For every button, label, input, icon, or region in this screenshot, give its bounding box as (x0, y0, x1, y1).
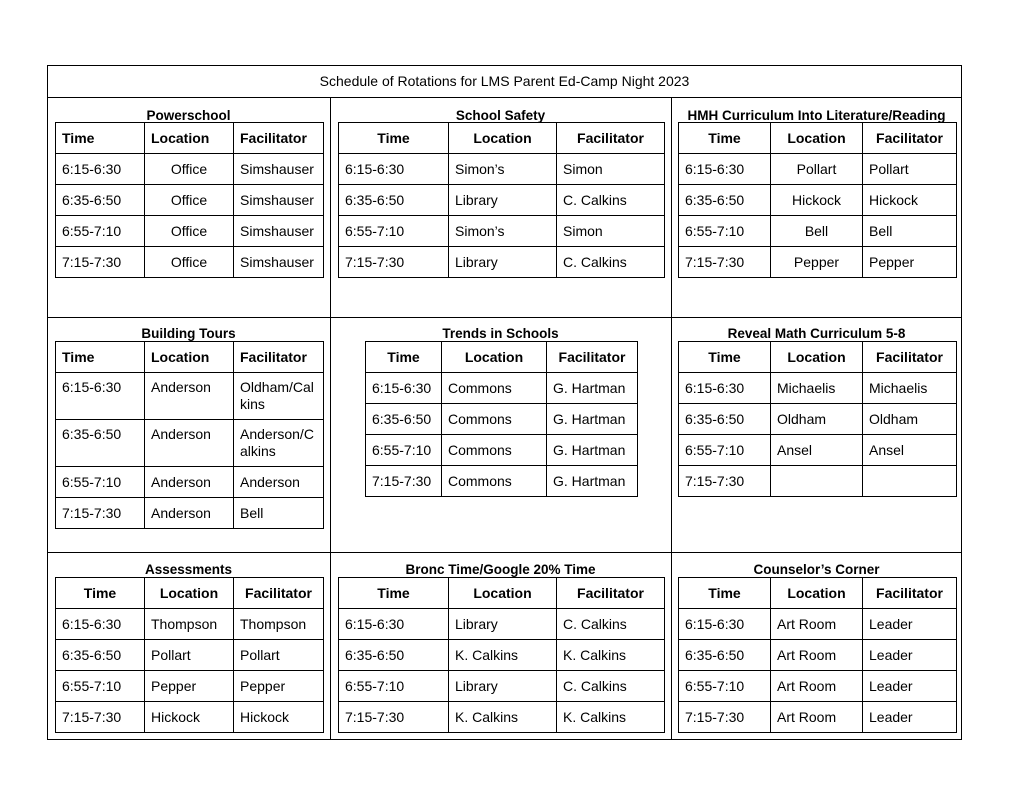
time-cell: 7:15-7:30 (679, 247, 771, 278)
table-row (56, 702, 324, 733)
table-row (56, 247, 324, 278)
time-header: Time (366, 342, 442, 373)
facilitator-cell: Simshauser (234, 185, 324, 216)
location-cell: Pepper (145, 671, 234, 702)
table-row (339, 185, 665, 216)
time-cell: 6:15-6:30 (339, 154, 449, 185)
table-row (339, 247, 665, 278)
column-divider (330, 98, 331, 740)
table-row (339, 609, 665, 640)
time-header: Time (679, 342, 771, 373)
time-cell: 6:35-6:50 (679, 185, 771, 216)
session-table (55, 341, 324, 529)
location-cell: Hickock (145, 702, 234, 733)
location-cell: Library (449, 185, 557, 216)
location-cell: Library (449, 671, 557, 702)
facilitator-cell: Leader (863, 609, 957, 640)
facilitator-cell: Simshauser (234, 247, 324, 278)
table-row (56, 609, 324, 640)
time-cell: 6:35-6:50 (339, 185, 449, 216)
facilitator-cell: G. Hartman (547, 466, 638, 497)
facilitator-header: Facilitator (557, 578, 665, 609)
location-cell: Anderson (145, 420, 234, 467)
time-cell: 6:55-7:10 (366, 435, 442, 466)
time-cell: 6:15-6:30 (679, 609, 771, 640)
facilitator-header: Facilitator (234, 342, 324, 373)
time-cell: 6:15-6:30 (679, 154, 771, 185)
table-header-row (56, 342, 324, 373)
time-header: Time (56, 123, 145, 154)
time-cell: 6:55-7:10 (56, 216, 145, 247)
table-row (339, 154, 665, 185)
facilitator-cell: Oldham/Calkins (234, 373, 324, 420)
location-cell: Commons (442, 466, 547, 497)
session-title: Powerschool (146, 108, 231, 123)
location-cell: Bell (771, 216, 863, 247)
session-table (678, 577, 957, 733)
time-cell: 6:35-6:50 (679, 640, 771, 671)
time-cell: 6:15-6:30 (56, 154, 145, 185)
session-title: Assessments (144, 562, 233, 577)
table-row (366, 404, 638, 435)
table-row (56, 154, 324, 185)
time-cell: 6:15-6:30 (366, 373, 442, 404)
facilitator-cell: Pollart (234, 640, 324, 671)
time-cell: 6:35-6:50 (56, 420, 145, 467)
facilitator-cell: G. Hartman (547, 435, 638, 466)
facilitator-cell: Anderson/Calkins (234, 420, 324, 467)
facilitator-cell: Simon (557, 216, 665, 247)
session-title: School Safety (455, 108, 546, 123)
time-cell: 6:35-6:50 (56, 640, 145, 671)
facilitator-cell: G. Hartman (547, 373, 638, 404)
table-row (679, 154, 957, 185)
facilitator-cell: Leader (863, 671, 957, 702)
location-cell: Art Room (771, 702, 863, 733)
location-cell: Anderson (145, 467, 234, 498)
table-row (679, 404, 957, 435)
table-row (56, 420, 324, 467)
location-header: Location (145, 123, 234, 154)
table-row (56, 467, 324, 498)
session-table (338, 577, 665, 733)
session-table (365, 341, 638, 497)
session-table (55, 122, 324, 278)
table-row (56, 640, 324, 671)
time-cell: 7:15-7:30 (679, 702, 771, 733)
time-cell: 7:15-7:30 (56, 702, 145, 733)
table-row (339, 702, 665, 733)
location-header: Location (145, 342, 234, 373)
facilitator-header: Facilitator (234, 578, 324, 609)
time-cell: 6:55-7:10 (56, 671, 145, 702)
location-cell: Anderson (145, 498, 234, 529)
time-cell: 7:15-7:30 (56, 247, 145, 278)
facilitator-cell: K. Calkins (557, 702, 665, 733)
row-divider (47, 317, 962, 318)
location-cell: K. Calkins (449, 640, 557, 671)
location-cell (771, 466, 863, 497)
facilitator-cell: Bell (863, 216, 957, 247)
time-cell: 6:15-6:30 (56, 609, 145, 640)
time-header: Time (56, 342, 145, 373)
table-header-row (679, 123, 957, 154)
location-cell: Pollart (145, 640, 234, 671)
table-row (339, 216, 665, 247)
facilitator-cell: Pepper (863, 247, 957, 278)
location-cell: Anderson (145, 373, 234, 420)
session-table (55, 577, 324, 733)
location-cell: Pepper (771, 247, 863, 278)
time-cell: 6:15-6:30 (339, 609, 449, 640)
table-header-row (679, 578, 957, 609)
location-cell: Art Room (771, 640, 863, 671)
session-table (678, 341, 957, 497)
location-cell: Pollart (771, 154, 863, 185)
facilitator-header: Facilitator (234, 123, 324, 154)
location-cell: Commons (442, 435, 547, 466)
facilitator-cell: Bell (234, 498, 324, 529)
time-cell: 6:35-6:50 (56, 185, 145, 216)
table-row (679, 609, 957, 640)
location-cell: Office (145, 216, 234, 247)
table-header-row (56, 578, 324, 609)
time-header: Time (339, 123, 449, 154)
table-row (679, 640, 957, 671)
table-row (339, 671, 665, 702)
time-cell: 6:35-6:50 (679, 404, 771, 435)
time-cell: 7:15-7:30 (56, 498, 145, 529)
location-cell: Commons (442, 373, 547, 404)
time-cell: 6:55-7:10 (339, 216, 449, 247)
facilitator-cell: K. Calkins (557, 640, 665, 671)
time-cell: 6:55-7:10 (679, 216, 771, 247)
location-cell: Ansel (771, 435, 863, 466)
location-cell: Office (145, 247, 234, 278)
table-row (56, 671, 324, 702)
location-header: Location (771, 123, 863, 154)
time-header: Time (679, 578, 771, 609)
facilitator-cell: Thompson (234, 609, 324, 640)
facilitator-cell: G. Hartman (547, 404, 638, 435)
time-cell: 6:55-7:10 (679, 671, 771, 702)
facilitator-header: Facilitator (863, 578, 957, 609)
facilitator-cell (863, 466, 957, 497)
session-table (678, 122, 957, 278)
page-title: Schedule of Rotations for LMS Parent Ed-Camp Night 2023 (47, 65, 962, 98)
time-cell: 6:55-7:10 (56, 467, 145, 498)
table-row (56, 373, 324, 420)
table-header-row (339, 578, 665, 609)
location-cell: Art Room (771, 609, 863, 640)
location-cell: Simon’s (449, 216, 557, 247)
table-row (56, 216, 324, 247)
facilitator-cell: Pepper (234, 671, 324, 702)
time-cell: 6:35-6:50 (366, 404, 442, 435)
table-row (679, 435, 957, 466)
time-cell: 7:15-7:30 (679, 466, 771, 497)
location-cell: Hickock (771, 185, 863, 216)
location-cell: K. Calkins (449, 702, 557, 733)
time-cell: 7:15-7:30 (339, 247, 449, 278)
location-cell: Michaelis (771, 373, 863, 404)
session-title: Counselor’s Corner (753, 562, 880, 577)
location-header: Location (442, 342, 547, 373)
time-cell: 6:55-7:10 (339, 671, 449, 702)
table-row (679, 466, 957, 497)
facilitator-cell: Hickock (863, 185, 957, 216)
time-cell: 6:15-6:30 (679, 373, 771, 404)
table-row (366, 435, 638, 466)
facilitator-cell: Ansel (863, 435, 957, 466)
facilitator-cell: Leader (863, 702, 957, 733)
facilitator-cell: Simshauser (234, 154, 324, 185)
location-cell: Commons (442, 404, 547, 435)
column-divider (671, 98, 672, 740)
session-title: Trends in Schools (442, 326, 559, 341)
table-row (679, 671, 957, 702)
location-cell: Oldham (771, 404, 863, 435)
time-header: Time (56, 578, 145, 609)
location-header: Location (449, 123, 557, 154)
location-cell: Office (145, 154, 234, 185)
facilitator-cell: Leader (863, 640, 957, 671)
table-row (679, 247, 957, 278)
facilitator-cell: C. Calkins (557, 671, 665, 702)
time-cell: 6:35-6:50 (339, 640, 449, 671)
location-header: Location (449, 578, 557, 609)
facilitator-cell: Simon (557, 154, 665, 185)
table-row (56, 498, 324, 529)
location-cell: Library (449, 609, 557, 640)
table-header-row (56, 123, 324, 154)
session-title: Bronc Time/Google 20% Time (405, 562, 596, 577)
time-header: Time (679, 123, 771, 154)
location-cell: Thompson (145, 609, 234, 640)
session-title: Building Tours (141, 326, 236, 341)
table-row (679, 702, 957, 733)
facilitator-cell: C. Calkins (557, 185, 665, 216)
table-row (366, 373, 638, 404)
facilitator-cell: Pollart (863, 154, 957, 185)
facilitator-cell: Anderson (234, 467, 324, 498)
session-title: Reveal Math Curriculum 5-8 (727, 326, 906, 341)
time-header: Time (339, 578, 449, 609)
time-cell: 7:15-7:30 (339, 702, 449, 733)
location-cell: Office (145, 185, 234, 216)
table-row (339, 640, 665, 671)
table-header-row (679, 342, 957, 373)
location-cell: Simon’s (449, 154, 557, 185)
location-header: Location (771, 578, 863, 609)
facilitator-header: Facilitator (547, 342, 638, 373)
location-header: Location (771, 342, 863, 373)
table-row (56, 185, 324, 216)
session-table (338, 122, 665, 278)
table-header-row (366, 342, 638, 373)
table-row (679, 216, 957, 247)
location-cell: Library (449, 247, 557, 278)
location-header: Location (145, 578, 234, 609)
facilitator-cell: C. Calkins (557, 609, 665, 640)
table-row (679, 185, 957, 216)
time-cell: 7:15-7:30 (366, 466, 442, 497)
session-title: HMH Curriculum Into Literature/Reading (687, 108, 946, 123)
facilitator-cell: Hickock (234, 702, 324, 733)
time-cell: 6:55-7:10 (679, 435, 771, 466)
facilitator-header: Facilitator (863, 342, 957, 373)
facilitator-header: Facilitator (557, 123, 665, 154)
facilitator-cell: C. Calkins (557, 247, 665, 278)
facilitator-cell: Michaelis (863, 373, 957, 404)
table-row (366, 466, 638, 497)
table-header-row (339, 123, 665, 154)
location-cell: Art Room (771, 671, 863, 702)
facilitator-cell: Simshauser (234, 216, 324, 247)
facilitator-cell: Oldham (863, 404, 957, 435)
facilitator-header: Facilitator (863, 123, 957, 154)
table-row (679, 373, 957, 404)
row-divider (47, 552, 962, 553)
time-cell: 6:15-6:30 (56, 373, 145, 420)
